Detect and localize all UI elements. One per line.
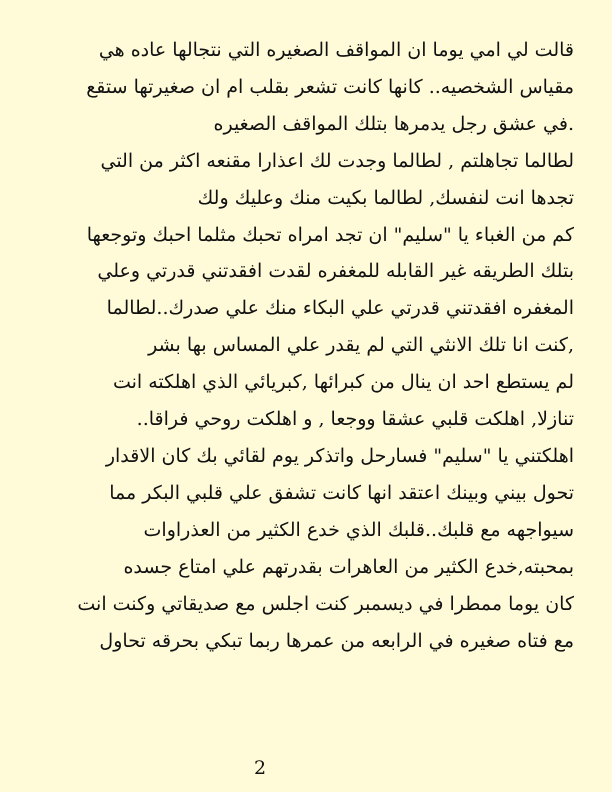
text-line: ,كنت انا تلك الانثي التي لم يقدر علي المساس بها بشر: [148, 334, 574, 357]
text-line: تحول بيني وبينك اعتقد انها كانت تشفق علي قلبي البكر مما: [109, 481, 574, 504]
page-number: 2: [253, 757, 267, 779]
text-line: اهلكتني يا "سليم" فسارحل واتذكر يوم لقائي بك كان الاقدار: [105, 444, 574, 467]
text-line: بتلك الطريقه غير القابله للمغفره لقدت افقدتني قدرتي وعلي: [97, 260, 574, 283]
text-line: تجدها انت لنفسك, لطالما بكيت منك وعليك ولك: [197, 186, 574, 209]
text-line: لم يستطع احد ان ينال من كبرائها ,كبريائي الذي اهلكته انت: [112, 371, 574, 394]
body-text: [38, 32, 574, 659]
text-line: بمحبته,خدع الكثير من العاهرات بقدرتهم علي امتاع جسده: [123, 555, 574, 578]
text-line: مع فتاه صغيره في الرابعه من عمرها ربما تبكي بحرقه تحاول: [99, 629, 574, 652]
text-line: .في عشق رجل يدمرها بتلك المواقف الصغيره: [213, 112, 574, 135]
text-line: المغفره افقدتني قدرتي علي البكاء منك علي صدرك..لطالما: [106, 297, 574, 320]
text-line: مقياس الشخصيه.. كانها كانت تشعر بقلب ام ان صغيرتها ستقع: [86, 75, 574, 98]
text-line: تنازلا, اهلكت قلبي عشقا ووجعا , و اهلكت روحي فراقا..: [136, 408, 574, 431]
text-line: كم من الغباء يا "سليم" ان تجد امراه تحبك مثلما احبك وتوجعها: [86, 223, 574, 246]
text-line: كان يوما ممطرا في ديسمبر كنت اجلس مع صديقاتي وكنت انت: [77, 592, 574, 615]
text-line: سيواجهه مع قلبك..قلبك الذي خدع الكثير من العذراوات: [143, 518, 574, 541]
text-line: لطالما تجاهلتم , لطالما وجدت لك اعذارا مقنعه اكثر من التي: [100, 149, 574, 172]
text-line: قالت لي امي يوما ان المواقف الصغيره التي نتجالها عاده هي: [98, 39, 574, 61]
